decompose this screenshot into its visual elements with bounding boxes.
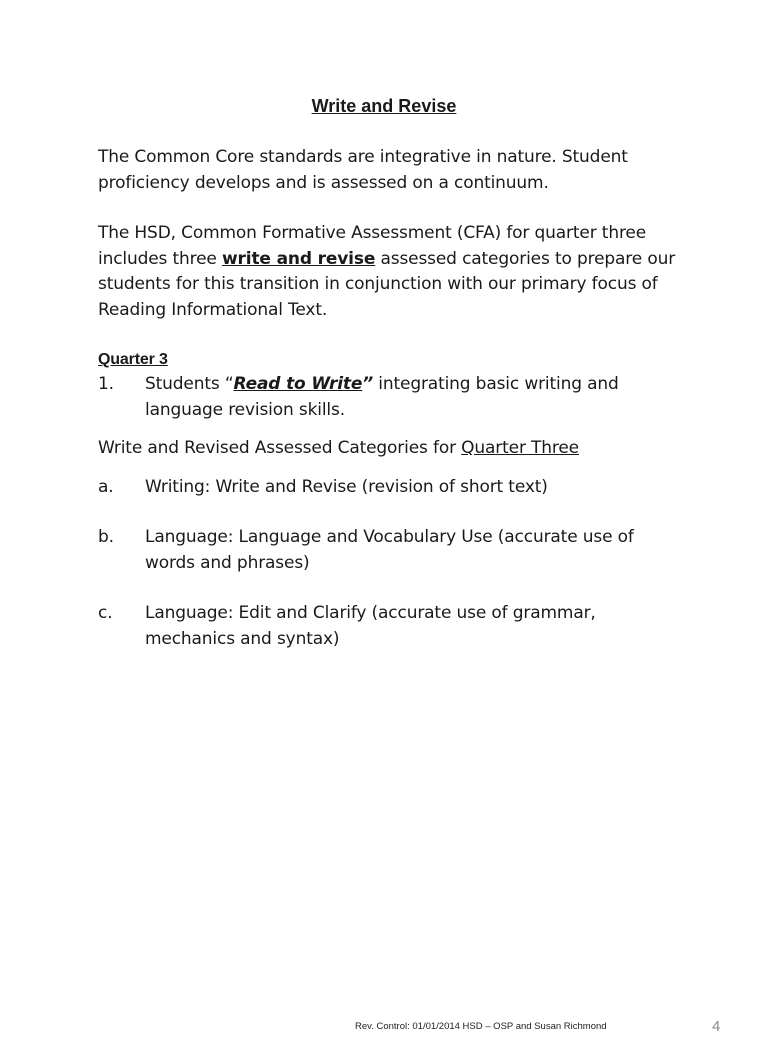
numbered-list-item — [98, 372, 678, 423]
category-item — [98, 475, 678, 501]
page-number: 4 — [712, 1018, 721, 1035]
read-to-write-emphasis: Read to Write — [233, 374, 363, 394]
cfa-paragraph-start: The HSD, Common Formative Assessment (CFA) for quarter three includes three — [98, 223, 647, 269]
category-text: Writing: Write and Revise (revision of short text) — [145, 476, 548, 497]
cfa-paragraph — [98, 221, 678, 323]
intro-paragraph: The Common Core standards are integrative in nature. Student proficiency develops and is assessed on a continuum. — [98, 147, 628, 193]
category-marker: a. — [98, 476, 114, 497]
revision-footer: Rev. Control: 01/01/2014 HSD – OSP and Susan Richmond — [355, 1021, 607, 1032]
numbered-item-prefix: Students “ — [145, 374, 234, 394]
quarter-heading: Quarter 3 — [98, 351, 168, 368]
category-marker: b. — [98, 527, 114, 547]
categories-intro-prefix: Write and Revised Assessed Categories for — [98, 438, 462, 458]
category-marker: c. — [98, 603, 113, 623]
categories-intro — [98, 436, 678, 462]
list-number: 1. — [98, 374, 114, 394]
numbered-item-text — [145, 372, 678, 423]
closing-quote: ” — [362, 374, 374, 394]
write-and-revise-emphasis: write and revise — [221, 248, 376, 269]
cfa-paragraph-end: assessed categories to prepare our students for this transition in conjunction with our primary focus of Reading Informational Text. — [98, 248, 676, 320]
quarter-three-underlined: Quarter Three — [461, 438, 579, 458]
numbered-item-suffix: integrating basic writing and language revision skills. — [145, 374, 619, 420]
category-item — [98, 525, 678, 576]
document-body — [98, 145, 678, 677]
category-text: Language: Language and Vocabulary Use (accurate use of words and phrases) — [145, 527, 634, 573]
category-item — [98, 601, 678, 652]
category-text: Language: Edit and Clarify (accurate use of grammar, mechanics and syntax) — [145, 603, 596, 649]
page-title: Write and Revise — [311, 96, 457, 116]
